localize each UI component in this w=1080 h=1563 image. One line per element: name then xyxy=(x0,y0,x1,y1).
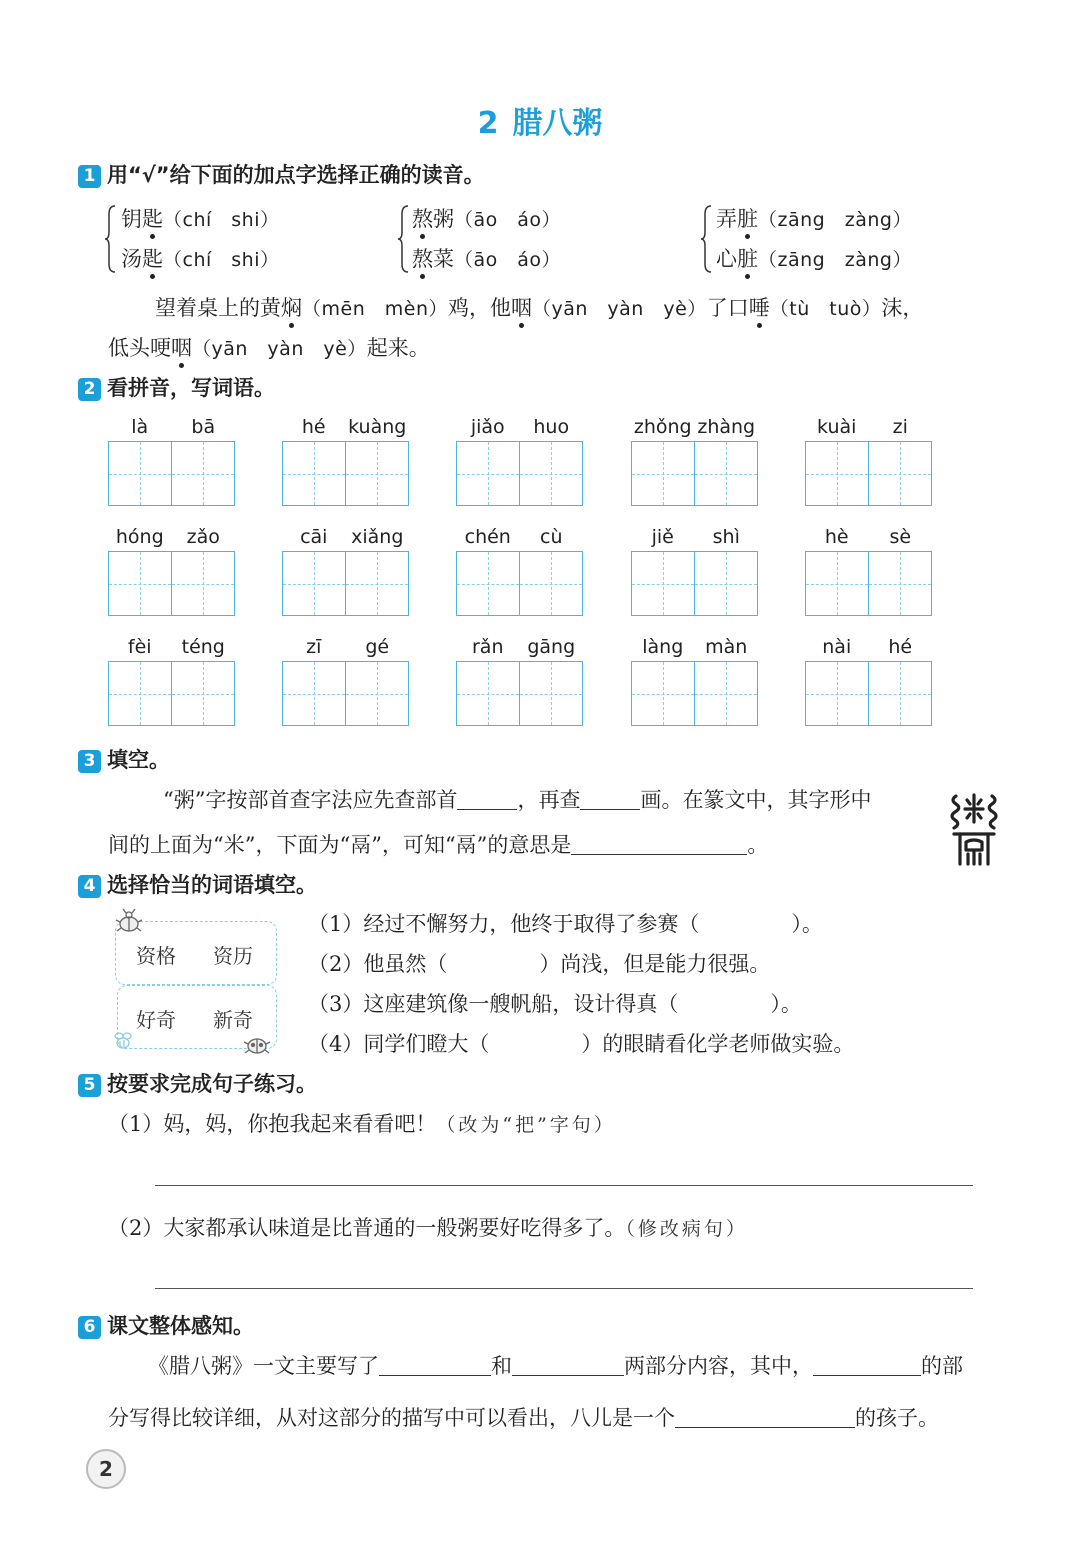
question-number-badge: 2 xyxy=(78,378,101,401)
word-option: 资格 xyxy=(136,944,176,968)
writing-grid xyxy=(282,661,409,726)
left-brace-icon xyxy=(104,204,118,274)
reading-choice-item: 汤匙（chí shi） xyxy=(121,247,280,271)
dotted-char: 匙 xyxy=(142,207,163,231)
writing-grid xyxy=(108,661,235,726)
pinyin-options: （āo áo） xyxy=(454,249,562,271)
writing-grid xyxy=(108,441,235,506)
reading-choice-item: 钥匙（chí shi） xyxy=(121,207,280,231)
pinyin-word-cell: hè sè xyxy=(805,524,932,616)
question-4-heading xyxy=(78,872,317,898)
answer-line xyxy=(155,1185,973,1186)
pinyin-options: （zāng zàng） xyxy=(758,209,912,231)
pinyin-word-cell: zhǒng zhàng xyxy=(631,414,758,506)
pinyin-word-cell: hé kuàng xyxy=(282,414,409,506)
lesson-number: 2 xyxy=(477,106,499,141)
answer-blank xyxy=(457,789,517,810)
writing-grid xyxy=(631,661,758,726)
ladybug-icon xyxy=(242,1032,272,1058)
writing-grid xyxy=(631,441,758,506)
choice-sentence: （1）经过不懈努力，他终于取得了参赛（ ）。 xyxy=(308,912,823,936)
lesson-title: 腊八粥 xyxy=(512,106,603,141)
question-6-heading xyxy=(78,1313,254,1339)
sentence-exercise: （1）妈，妈，你抱我起来看看吧！（改为“把”字句） xyxy=(108,1112,616,1136)
question-heading-text: 按要求完成句子练习。 xyxy=(107,1072,317,1096)
page-number: 2 xyxy=(86,1449,126,1489)
question-number-badge: 5 xyxy=(78,1074,101,1097)
dotted-char: 焖 xyxy=(281,296,302,320)
pinyin-options: （yān yàn yè） xyxy=(192,338,367,360)
word-option: 新奇 xyxy=(213,1008,253,1032)
question-number-badge: 4 xyxy=(78,875,101,898)
question-heading-text: 选择恰当的词语填空。 xyxy=(107,873,317,897)
bee-icon xyxy=(111,1030,135,1052)
sentence-exercise: （2）大家都承认味道是比普通的一般粥要好吃得多了。（修改病句） xyxy=(108,1216,748,1240)
answer-blank xyxy=(512,1355,624,1376)
answer-line xyxy=(155,1288,973,1289)
pinyin-word-cell: fèi téng xyxy=(108,634,235,726)
writing-grid xyxy=(456,551,583,616)
choice-sentence: （4）同学们瞪大（ ）的眼睛看化学老师做实验。 xyxy=(308,1032,855,1056)
reading-choice-item: 熬菜（āo áo） xyxy=(412,247,562,271)
pinyin-word-cell: nài hé xyxy=(805,634,932,726)
answer-blank xyxy=(379,1355,491,1376)
pinyin-word-cell: là bā xyxy=(108,414,235,506)
answer-blank xyxy=(813,1355,921,1376)
ladybug-icon xyxy=(113,908,145,936)
writing-grid xyxy=(631,551,758,616)
writing-grid xyxy=(456,441,583,506)
pinyin-options: （chí shi） xyxy=(163,249,280,271)
question-5-heading xyxy=(78,1071,317,1097)
answer-blank xyxy=(580,789,640,810)
dotted-char: 熬 xyxy=(412,247,433,271)
pinyin-options: （yān yàn yè） xyxy=(531,298,707,320)
question-heading-text: 填空。 xyxy=(107,748,170,772)
seal-script-zhou-icon xyxy=(946,792,1002,868)
pinyin-options: （zāng zàng） xyxy=(758,249,912,271)
writing-grid xyxy=(282,441,409,506)
question-heading-text: 用“√”给下面的加点字选择正确的读音。 xyxy=(107,163,485,187)
dotted-char: 脏 xyxy=(737,207,758,231)
question-2-heading xyxy=(78,375,275,401)
question-1-heading xyxy=(78,162,485,188)
choice-sentence: （3）这座建筑像一艘帆船，设计得真（ ）。 xyxy=(308,992,802,1016)
summary-line-1: 《腊八粥》一文主要写了 和 两部分内容，其中， 的部 xyxy=(148,1354,963,1378)
pinyin-word-cell: jiě shì xyxy=(631,524,758,616)
choice-sentence: （2）他虽然（ ）尚浅，但是能力很强。 xyxy=(308,952,771,976)
pinyin-word-cell: chén cù xyxy=(456,524,583,616)
pinyin-word-cell: kuài zi xyxy=(805,414,932,506)
word-option: 资历 xyxy=(213,944,253,968)
exercise-instruction: （改为“把”字句） xyxy=(436,1114,616,1136)
exercise-instruction: （修改病句） xyxy=(625,1218,748,1240)
reading-sentence-line-2: 低头哽咽（yān yàn yè）起来。 xyxy=(108,336,430,360)
reading-sentence-line-1: 望着桌上的黄焖（mēn mèn）鸡，他咽（yān yàn yè）了口唾（tù tuò）沫， xyxy=(155,296,924,320)
word-option: 好奇 xyxy=(136,1008,176,1032)
dotted-char: 熬 xyxy=(412,207,433,231)
pinyin-options: （mēn mèn） xyxy=(302,298,448,320)
dotted-char: 咽 xyxy=(510,296,532,320)
writing-grid xyxy=(282,551,409,616)
pinyin-word-cell: jiǎo huo xyxy=(456,414,583,506)
answer-blank xyxy=(571,834,747,855)
reading-choice-item: 弄脏（zāng zàng） xyxy=(716,207,912,231)
question-3-heading xyxy=(78,747,170,773)
pinyin-word-cell: zī gé xyxy=(282,634,409,726)
writing-grid xyxy=(805,441,932,506)
reading-choice-item: 熬粥（āo áo） xyxy=(412,207,562,231)
fill-blank-line-2: 间的上面为“米”，下面为“鬲”，可知“鬲”的意思是 。 xyxy=(108,833,769,857)
question-number-badge: 3 xyxy=(78,750,101,773)
dotted-char: 匙 xyxy=(142,247,163,271)
fill-blank-line-1: “粥”字按部首查字法应先查部首 ，再查 画。在篆文中，其字形中 xyxy=(163,788,872,812)
writing-grid xyxy=(456,661,583,726)
writing-grid xyxy=(805,661,932,726)
pinyin-options: （tù tuò） xyxy=(769,298,882,320)
pinyin-word-cell: làng màn xyxy=(631,634,758,726)
pinyin-options: （āo áo） xyxy=(454,209,562,231)
writing-grid xyxy=(108,551,235,616)
writing-grid xyxy=(805,551,932,616)
left-brace-icon xyxy=(397,204,411,274)
question-number-badge: 6 xyxy=(78,1316,101,1339)
dotted-char: 唾 xyxy=(748,296,770,320)
left-brace-icon xyxy=(700,204,714,274)
pinyin-word-cell: cāi xiǎng xyxy=(282,524,409,616)
dotted-char: 脏 xyxy=(737,247,758,271)
summary-line-2: 分写得比较详细，从对这部分的描写中可以看出，八儿是一个 的孩子。 xyxy=(108,1406,939,1430)
question-heading-text: 看拼音，写词语。 xyxy=(107,376,275,400)
question-heading-text: 课文整体感知。 xyxy=(107,1314,254,1338)
page-title xyxy=(0,106,1080,142)
pinyin-word-cell: rǎn gāng xyxy=(456,634,583,726)
pinyin-options: （chí shi） xyxy=(163,209,280,231)
dotted-char: 咽 xyxy=(171,336,192,360)
reading-choice-item: 心脏（zāng zàng） xyxy=(716,247,912,271)
answer-blank xyxy=(675,1407,855,1428)
pinyin-word-cell: hóng zǎo xyxy=(108,524,235,616)
question-number-badge: 1 xyxy=(78,165,101,188)
